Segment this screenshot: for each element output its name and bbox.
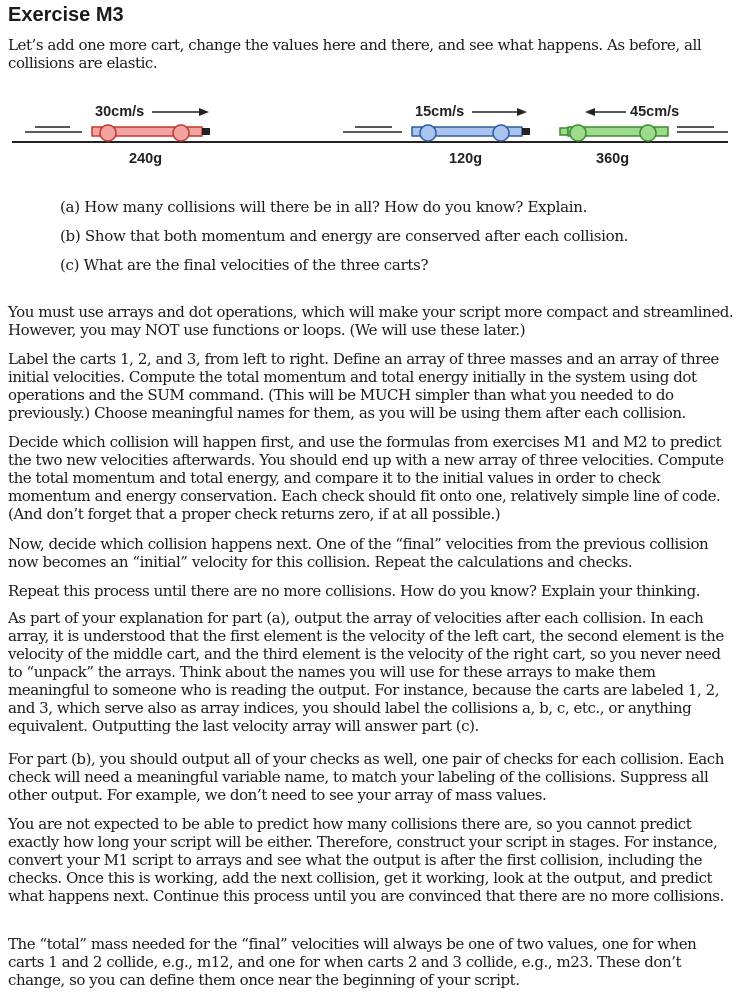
paragraph-next-collision: Now, decide which collision happens next. One of the “final” velocities from the previous collision now becomes an “initial” velocity for this collision. Repeat the calculations and checks.	[8, 535, 709, 571]
cart-3-arrow-left-icon	[585, 108, 626, 116]
cart-2	[412, 125, 530, 141]
paragraph-output-velocities: As part of your explanation for part (a), output the array of velocities after each collision. In each array, it is understood that the first element is the velocity of the left cart, the second element is the velocity of the middle cart, and the third element is the velocity of the right cart, so you never need to “unpack” the arrays. Think about the names you will use for these arrays to make them meaningful to someone who is reading the output. For instance, because the carts are labeled 1, 2, and 3, which serve also as array indices, you should label the collisions a, b, c, etc., or anything equivalent. Outputting the last velocity array will answer part (c).	[8, 609, 724, 735]
motion-lines-cart-3	[677, 127, 728, 132]
cart-1	[92, 125, 210, 141]
motion-lines-cart-2	[343, 127, 402, 132]
paragraph-repeat: Repeat this process until there are no more collisions. How do you know? Explain your thinking.	[8, 582, 701, 600]
cart-1-speed: 30cm/s	[95, 104, 145, 120]
cart-1-mass: 240g	[129, 151, 163, 167]
exercise-title: Exercise M3	[8, 4, 124, 26]
cart-3	[560, 125, 668, 141]
paragraph-output-checks: For part (b), you should output all of your checks as well, one pair of checks for each collision. Each check will need a meaningful variable name, to match your labeling of the collisions. Suppress all other output. For example, we don’t need to see your array of mass values.	[8, 750, 724, 804]
paragraph-label-carts: Label the carts 1, 2, and 3, from left to right. Define an array of three masses and an array of three initial velocities. Compute the total momentum and total energy initially in the system using dot operations and the SUM command. (This will be MUCH simpler than what you needed to do previously.) Choose meaningful names for them, as you will be using them after each collision.	[8, 350, 719, 422]
cart-3-speed: 45cm/s	[630, 104, 680, 120]
paragraph-arrays: You must use arrays and dot operations, which will make your script more compact and streamlined. However, you may NOT use functions or loops. (We will use these later.)	[8, 303, 734, 339]
question-c: (c) What are the final velocities of the three carts?	[60, 256, 429, 274]
cart-2-speed: 15cm/s	[415, 104, 465, 120]
intro-paragraph: Let’s add one more cart, change the values here and there, and see what happens. As before, all collisions are elastic.	[8, 36, 702, 72]
motion-lines-cart-1	[25, 127, 82, 132]
cart-2-mass: 120g	[449, 151, 483, 167]
question-b: (b) Show that both momentum and energy are conserved after each collision.	[60, 227, 629, 245]
question-a: (a) How many collisions will there be in all? How do you know? Explain.	[60, 198, 588, 216]
cart-diagram	[0, 95, 739, 175]
cart-2-arrow-right-icon	[472, 108, 527, 116]
cart-3-mass: 360g	[596, 151, 630, 167]
paragraph-total-mass: The “total” mass needed for the “final” velocities will always be one of two values, one for when carts 1 and 2 collide, e.g., m12, and one for when carts 2 and 3 collide, e.g., m23. These don’t change, so you can define them once near the beginning of your script.	[8, 935, 697, 989]
paragraph-first-collision: Decide which collision will happen first, and use the formulas from exercises M1 and M2 to predict the two new velocities afterwards. You should end up with a new array of three velocities. Compute the total momentum and total energy, and compare it to the initial values in order to check momentum and energy conservation. Each check should fit onto one, relatively simple line of code. (And don’t forget that a proper check returns zero, if at all possible.)	[8, 433, 724, 523]
cart-1-arrow-right-icon	[152, 108, 209, 116]
paragraph-stages: You are not expected to be able to predict how many collisions there are, so you cannot predict exactly how long your script will be either. Therefore, construct your script in stages. For instance, convert your M1 script to arrays and see what the output is after the first collision, including the checks. Once this is working, add the next collision, get it working, look at the output, and predict what happens next. Continue this process until you are convinced that there are no more collisions.	[8, 815, 724, 905]
